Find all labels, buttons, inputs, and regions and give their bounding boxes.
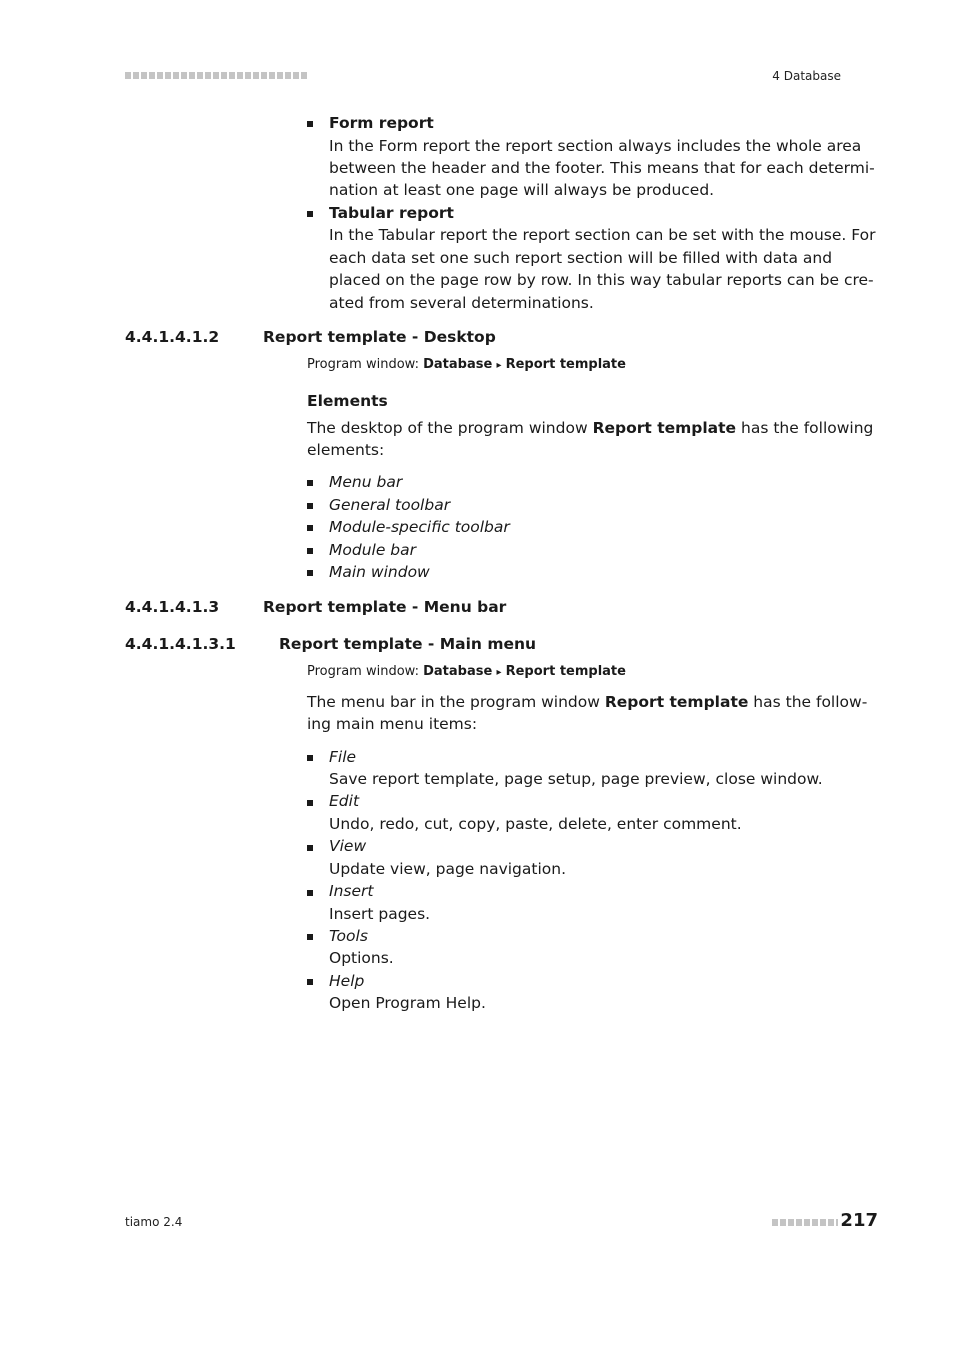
menu-item-desc: Open Program Help. <box>329 994 486 1012</box>
page-number: 217 <box>840 1210 878 1231</box>
element-item: Main window <box>329 563 430 581</box>
bullet-marker <box>307 211 313 217</box>
element-item: Module bar <box>329 541 416 559</box>
bullet-marker <box>307 845 313 851</box>
form-report-line: In the Form report the report section always includes the whole area <box>329 137 862 155</box>
element-item: Menu bar <box>329 473 403 491</box>
menu-item-name: Insert <box>329 882 374 900</box>
form-report-title: Form report <box>329 114 434 132</box>
page-footer <box>125 1210 878 1236</box>
tabular-report-line: In the Tabular report the report section can be set with the mouse. For <box>329 226 876 244</box>
tabular-report-title: Tabular report <box>329 204 454 222</box>
bullet-marker <box>307 525 313 531</box>
form-report-line: nation at least one page will always be produced. <box>329 181 715 199</box>
section-number: 4.4.1.4.1.3.1 <box>125 635 236 653</box>
page-header <box>125 68 841 88</box>
menu-item-name: Tools <box>329 927 368 945</box>
menu-item-name: View <box>329 837 367 855</box>
bullet-marker <box>307 934 313 940</box>
section-number: 4.4.1.4.1.3 <box>125 598 220 616</box>
header-decoration <box>125 72 307 79</box>
elements-heading: Elements <box>307 392 388 410</box>
section-number: 4.4.1.4.1.2 <box>125 328 220 346</box>
bullet-marker <box>307 979 313 985</box>
desktop-intro-cont: elements: <box>307 441 385 459</box>
desktop-intro: The desktop of the program window Report template has the following <box>307 419 874 437</box>
program-window-path: Program window: Database ▸ Report template <box>307 357 626 372</box>
bullet-marker <box>307 890 313 896</box>
bullet-marker <box>307 480 313 486</box>
bullet-marker <box>307 548 313 554</box>
menu-item-desc: Update view, page navigation. <box>329 860 567 878</box>
form-report-line: between the header and the footer. This means that for each determi- <box>329 159 875 177</box>
section-title: Report template - Main menu <box>279 635 537 653</box>
bullet-marker <box>307 800 313 806</box>
menu-item-name: Help <box>329 972 365 990</box>
element-item: Module-specific toolbar <box>329 518 510 536</box>
mainmenu-intro: The menu bar in the program window Report template has the follow- <box>307 693 868 711</box>
section-title: Report template - Menu bar <box>263 598 507 616</box>
menu-item-desc: Insert pages. <box>329 905 431 923</box>
menu-item-desc: Options. <box>329 949 394 967</box>
menu-item-name: File <box>329 748 357 766</box>
element-item: General toolbar <box>329 496 451 514</box>
program-window-path: Program window: Database ▸ Report template <box>307 664 626 679</box>
section-title: Report template - Desktop <box>263 328 496 346</box>
tabular-report-line: ated from several determinations. <box>329 294 594 312</box>
tabular-report-line: each data set one such report section will be filled with data and <box>329 249 833 267</box>
menu-item-desc: Save report template, page setup, page preview, close window. <box>329 770 823 788</box>
bullet-marker <box>307 503 313 509</box>
chapter-label: 4 Database <box>772 69 841 83</box>
bullet-marker <box>307 121 313 127</box>
tabular-report-line: placed on the page row by row. In this way tabular reports can be cre- <box>329 271 874 289</box>
bullet-marker <box>307 570 313 576</box>
menu-item-desc: Undo, redo, cut, copy, paste, delete, enter comment. <box>329 815 742 833</box>
product-label: tiamo 2.4 <box>125 1215 183 1229</box>
footer-decoration <box>772 1219 838 1226</box>
bullet-marker <box>307 755 313 761</box>
mainmenu-intro-cont: ing main menu items: <box>307 715 478 733</box>
menu-item-name: Edit <box>329 792 360 810</box>
